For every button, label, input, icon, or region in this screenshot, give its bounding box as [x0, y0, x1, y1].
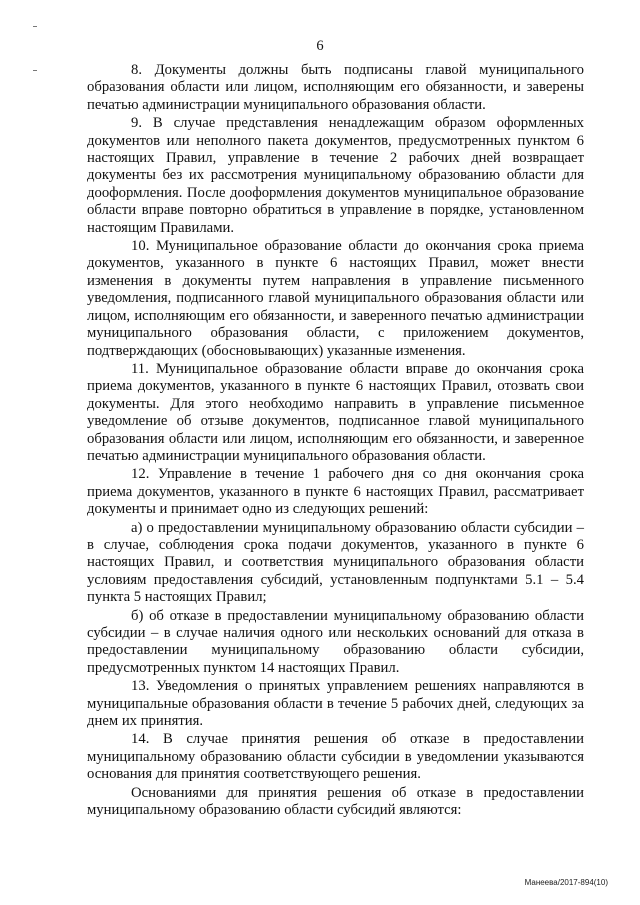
document-body — [87, 62, 584, 819]
page-number: 6 — [316, 38, 324, 54]
scan-mark — [33, 70, 37, 71]
scan-mark — [33, 26, 37, 27]
paragraph-13: 13. Уведомления о принятых управлением решениях направляются в муниципальные образования области в течение 5 рабочих дней, следующих за днем их принятия. — [87, 678, 584, 730]
paragraph-14: 14. В случае принятия решения об отказе в предоставлении муниципальному образованию области субсидии в уведомлении указываются основания для принятия соответствующего решения. — [87, 731, 584, 783]
paragraph-11: 11. Муниципальное образование области вправе до окончания срока приема документов, указанного в пункте 6 настоящих Правил, отозвать свои документы. Для этого необходимо направить в управление письменное уведомление об отзыве документов, подписанное главой муниципального образования области или лицом, исполняющим его обязанности, и заверенное печатью администрации муниципального образования области. — [87, 360, 584, 464]
paragraph-9: 9. В случае представления ненадлежащим образом оформленных документов или неполного пакета документов, предусмотренных пунктом 6 настоящих Правил, управление в течение 2 рабочих дней возвращает документы без их рассмотрения муниципальному образованию области для дооформления. После дооформления документов муниципальное образование области вправе повторно обратиться в управление в порядке, установленном настоящим Правилами. — [87, 115, 584, 236]
paragraph-14-grounds: Основаниями для принятия решения об отказе в предоставлении муниципальному образованию области субсидий являются: — [87, 784, 584, 819]
paragraph-12-b: б) об отказе в предоставлении муниципальному образованию области субсидии – в случае наличия одного или нескольких оснований для отказа в предоставлении муниципальному образованию области субсидии, предусмотренных пунктом 14 настоящих Правил. — [87, 607, 584, 676]
paragraph-8: 8. Документы должны быть подписаны главой муниципального образования области или лицом, исполняющим его обязанности, и заверены печатью администрации муниципального образования области. — [87, 62, 584, 113]
footer-code: Манеева/2017-894(10) — [524, 878, 608, 887]
paragraph-10: 10. Муниципальное образование области до окончания срока приема документов, указанного в пункте 6 настоящих Правил, может внести изменения в документы путем направления в управление письменного уведомления, подписанного главой муниципального образования области или лицом, исполняющим его обязанности, и заверенного печатью администрации муниципального образования области, с приложением документов, подтверждающих (обосновывающих) указанные изменения. — [87, 238, 584, 359]
paragraph-12: 12. Управление в течение 1 рабочего дня со дня окончания срока приема документов, указанного в пункте 6 настоящих Правил, рассматривает документы и принимает одно из следующих решений: — [87, 466, 584, 518]
paragraph-12-a: а) о предоставлении муниципальному образованию области субсидии – в случае, соблюдения срока подачи документов, указанного в пункте 6 настоящих Правил, и соответствия муниципального образования области условиям предоставления субсидий, установленным подпунктами 5.1 – 5.4 пункта 5 настоящих Правил; — [87, 519, 584, 606]
